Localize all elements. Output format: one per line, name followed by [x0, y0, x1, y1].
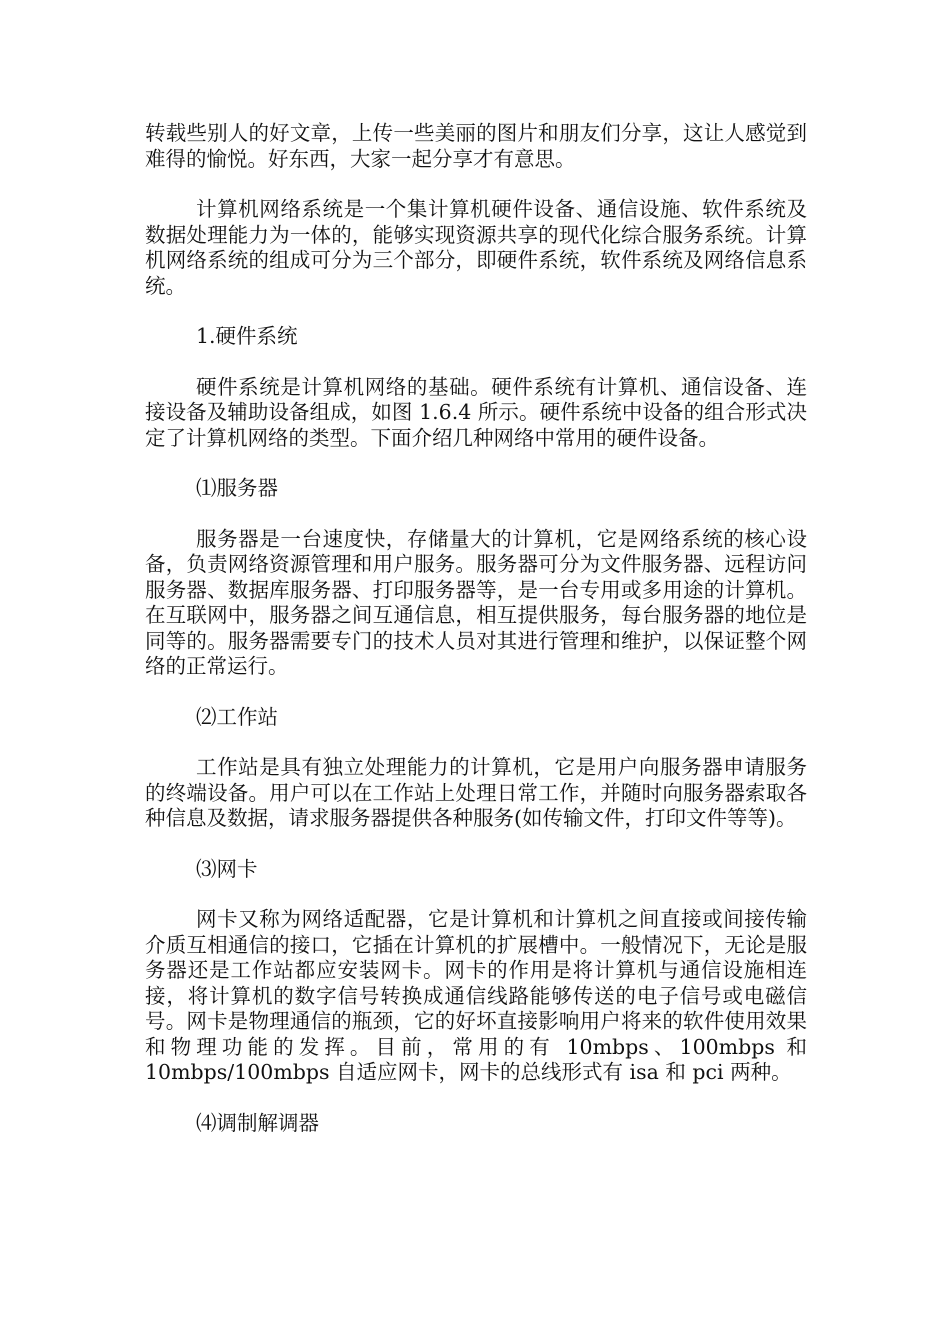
paragraph-network-card: 网卡又称为网络适配器，它是计算机和计算机之间直接或间接传输介质互相通信的接口，它插在计算机的扩展槽中。一般情况下，无论是服务器还是工作站都应安装网卡。网卡的作用是将计算机与通信设施相连接，将计算机的数字信号转换成通信线路能够传送的电子信号或电磁信号。网卡是物理通信的瓶颈，它的好坏直接影响用户将来的软件使用效果和物理功能的发挥。目前，常用的有 10mbps、100mbps 和 10mbps/100mbps 自适应网卡，网卡的总线形式有 isa 和 pci 两种。	[145, 907, 807, 1084]
subheading-network-card: ⑶网卡	[196, 856, 258, 881]
paragraph-overview: 计算机网络系统是一个集计算机硬件设备、通信设施、软件系统及数据处理能力为一体的，能够实现资源共享的现代化综合服务系统。计算机网络系统的组成可分为三个部分，即硬件系统，软件系统及网络信息系统。	[145, 197, 807, 298]
document-body	[145, 121, 807, 1161]
subheading-workstation: ⑵工作站	[196, 704, 278, 729]
section-heading-hardware: 1.硬件系统	[196, 324, 298, 348]
subheading-modem: ⑷调制解调器	[196, 1110, 319, 1135]
paragraph-workstation: 工作站是具有独立处理能力的计算机，它是用户向服务器申请服务的终端设备。用户可以在工作站上处理日常工作，并随时向服务器索取各种信息及数据，请求服务器提供各种服务(如传输文件，打印文件等等)。	[145, 755, 807, 830]
paragraph-hardware: 硬件系统是计算机网络的基础。硬件系统有计算机、通信设备、连接设备及辅助设备组成，如图 1.6.4 所示。硬件系统中设备的组合形式决定了计算机网络的类型。下面介绍几种网络中常用的硬件设备。	[145, 374, 807, 450]
paragraph-intro: 转载些别人的好文章，上传一些美丽的图片和朋友们分享，这让人感觉到难得的愉悦。好东西，大家一起分享才有意思。	[145, 121, 807, 171]
subheading-server: ⑴服务器	[196, 476, 278, 500]
paragraph-server: 服务器是一台速度快，存储量大的计算机，它是网络系统的核心设备，负责网络资源管理和用户服务。服务器可分为文件服务器、远程访问服务器、数据库服务器、打印服务器等，是一台专用或多用途的计算机。在互联网中，服务器之间互通信息，相互提供服务，每台服务器的地位是同等的。服务器需要专门的技术人员对其进行管理和维护，以保证整个网络的正常运行。	[145, 526, 807, 678]
